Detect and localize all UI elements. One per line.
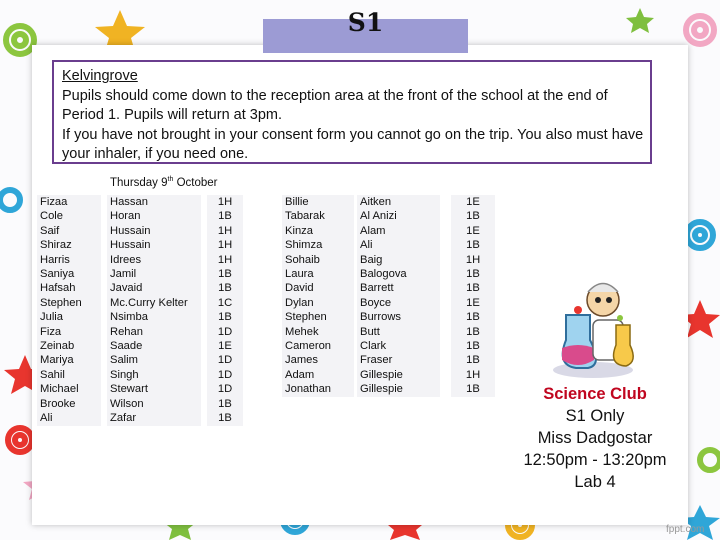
table-row: [37, 411, 243, 425]
first-name-cell: Michael: [37, 382, 101, 396]
surname-cell: Clark: [357, 339, 440, 353]
first-name-cell: Adam: [282, 368, 354, 382]
form-class-cell: 1B: [451, 382, 495, 396]
table-row: [37, 267, 243, 281]
surname-cell: Nsimba: [107, 310, 201, 324]
notice-line-2: If you have not brought in your consent form you cannot go on the trip. You also must have your inhaler, if you need one.: [62, 126, 644, 162]
table-row: [282, 325, 495, 339]
table-row: [37, 397, 243, 411]
cell-gap: [440, 267, 451, 281]
first-name-cell: David: [282, 281, 354, 295]
science-club-info: [505, 383, 685, 493]
first-name-cell: Harris: [37, 253, 101, 267]
surname-cell: Al Anizi: [357, 209, 440, 223]
watermark: fppt.com: [666, 524, 705, 535]
form-class-cell: 1H: [207, 253, 243, 267]
first-name-cell: Fiza: [37, 325, 101, 339]
club-audience: S1 Only: [565, 407, 625, 425]
table-row: [282, 238, 495, 252]
surname-cell: Gillespie: [357, 382, 440, 396]
first-name-cell: Kinza: [282, 224, 354, 238]
cell-gap: [440, 296, 451, 310]
form-class-cell: 1E: [451, 296, 495, 310]
form-class-cell: 1B: [207, 209, 243, 223]
first-name-cell: Stephen: [37, 296, 101, 310]
table-row: [282, 224, 495, 238]
table-row: [282, 281, 495, 295]
cell-gap: [440, 195, 451, 209]
science-club-logo: [548, 270, 638, 380]
cell-gap: [440, 339, 451, 353]
first-name-cell: Fizaa: [37, 195, 101, 209]
table-row: [282, 195, 495, 209]
surname-cell: Jamil: [107, 267, 201, 281]
first-name-cell: Stephen: [282, 310, 354, 324]
surname-cell: Ali: [357, 238, 440, 252]
cell-gap: [440, 310, 451, 324]
form-class-cell: 1B: [451, 310, 495, 324]
table-row: [282, 353, 495, 367]
first-name-cell: Dylan: [282, 296, 354, 310]
table-row: [37, 296, 243, 310]
date-suffix: th: [167, 176, 174, 183]
cell-gap: [440, 325, 451, 339]
first-name-cell: Brooke: [37, 397, 101, 411]
table-row: [37, 353, 243, 367]
first-name-cell: Jonathan: [282, 382, 354, 396]
surname-cell: Gillespie: [357, 368, 440, 382]
trip-notice: [52, 60, 652, 164]
surname-cell: Rehan: [107, 325, 201, 339]
form-class-cell: 1B: [207, 281, 243, 295]
form-class-cell: 1H: [451, 368, 495, 382]
surname-cell: Hassan: [107, 195, 201, 209]
page-title: S1: [347, 8, 384, 37]
notice-line-1: Pupils should come down to the reception area at the front of the school at the end of Period 1. Pupils will return at 3pm.: [62, 87, 608, 123]
form-class-cell: 1B: [451, 339, 495, 353]
form-class-cell: 1B: [207, 310, 243, 324]
surname-cell: Idrees: [107, 253, 201, 267]
form-class-cell: 1D: [207, 368, 243, 382]
cell-gap: [440, 281, 451, 295]
table-row: [37, 209, 243, 223]
table-row: [282, 267, 495, 281]
first-name-cell: Sahil: [37, 368, 101, 382]
surname-cell: Hussain: [107, 224, 201, 238]
first-name-cell: Mariya: [37, 353, 101, 367]
form-class-cell: 1H: [207, 224, 243, 238]
table-row: [37, 224, 243, 238]
form-class-cell: 1E: [451, 224, 495, 238]
table-date: [110, 176, 217, 189]
surname-cell: Boyce: [357, 296, 440, 310]
table-row: [37, 382, 243, 396]
group-2-table: [282, 195, 495, 397]
table-row: [37, 325, 243, 339]
surname-cell: Salim: [107, 353, 201, 367]
first-name-cell: Cole: [37, 209, 101, 223]
surname-cell: Fraser: [357, 353, 440, 367]
first-name-cell: Ali: [37, 411, 101, 425]
surname-cell: Balogova: [357, 267, 440, 281]
surname-cell: Zafar: [107, 411, 201, 425]
surname-cell: Burrows: [357, 310, 440, 324]
form-class-cell: 1D: [207, 382, 243, 396]
club-teacher: Miss Dadgostar: [537, 429, 653, 447]
surname-cell: Hussain: [107, 238, 201, 252]
form-class-cell: 1B: [451, 238, 495, 252]
first-name-cell: Mehek: [282, 325, 354, 339]
table-row: [37, 195, 243, 209]
surname-cell: Stewart: [107, 382, 201, 396]
first-name-cell: Zeinab: [37, 339, 101, 353]
table-row: [37, 339, 243, 353]
first-name-cell: Julia: [37, 310, 101, 324]
first-name-cell: Saif: [37, 224, 101, 238]
first-name-cell: Billie: [282, 195, 354, 209]
cell-gap: [440, 382, 451, 396]
form-class-cell: 1B: [451, 325, 495, 339]
first-name-cell: Sohaib: [282, 253, 354, 267]
form-class-cell: 1H: [451, 253, 495, 267]
form-class-cell: 1D: [207, 325, 243, 339]
cell-gap: [440, 368, 451, 382]
club-room: Lab 4: [574, 473, 616, 491]
surname-cell: Singh: [107, 368, 201, 382]
first-name-cell: Shimza: [282, 238, 354, 252]
first-name-cell: Tabarak: [282, 209, 354, 223]
date-prefix: Thursday 9: [110, 176, 168, 189]
form-class-cell: 1E: [451, 195, 495, 209]
first-name-cell: Laura: [282, 267, 354, 281]
form-class-cell: 1B: [451, 353, 495, 367]
surname-cell: Wilson: [107, 397, 201, 411]
form-class-cell: 1B: [451, 281, 495, 295]
first-name-cell: James: [282, 353, 354, 367]
cell-gap: [440, 238, 451, 252]
table-row: [282, 339, 495, 353]
notice-heading: Kelvingrove: [62, 68, 138, 84]
table-row: [282, 209, 495, 223]
group-1-table: [37, 195, 243, 426]
first-name-cell: Saniya: [37, 267, 101, 281]
table-row: [282, 253, 495, 267]
surname-cell: Javaid: [107, 281, 201, 295]
surname-cell: Butt: [357, 325, 440, 339]
cell-gap: [440, 353, 451, 367]
form-class-cell: 1B: [451, 209, 495, 223]
form-class-cell: 1D: [207, 353, 243, 367]
table-row: [37, 368, 243, 382]
table-row: [282, 368, 495, 382]
form-class-cell: 1B: [451, 267, 495, 281]
cell-gap: [440, 253, 451, 267]
cell-gap: [440, 224, 451, 238]
surname-cell: Aitken: [357, 195, 440, 209]
first-name-cell: Cameron: [282, 339, 354, 353]
table-row: [37, 238, 243, 252]
form-class-cell: 1B: [207, 411, 243, 425]
surname-cell: Horan: [107, 209, 201, 223]
table-row: [37, 281, 243, 295]
table-row: [37, 253, 243, 267]
table-row: [282, 296, 495, 310]
date-month: October: [173, 176, 218, 189]
cell-gap: [440, 209, 451, 223]
club-time: 12:50pm - 13:20pm: [523, 451, 667, 469]
surname-cell: Barrett: [357, 281, 440, 295]
form-class-cell: 1H: [207, 238, 243, 252]
table-row: [37, 310, 243, 324]
club-title: Science Club: [543, 385, 647, 403]
form-class-cell: 1B: [207, 397, 243, 411]
table-row: [282, 310, 495, 324]
form-class-cell: 1H: [207, 195, 243, 209]
surname-cell: Saade: [107, 339, 201, 353]
form-class-cell: 1B: [207, 267, 243, 281]
form-class-cell: 1E: [207, 339, 243, 353]
surname-cell: Mc.Curry Kelter: [107, 296, 201, 310]
surname-cell: Baig: [357, 253, 440, 267]
form-class-cell: 1C: [207, 296, 243, 310]
surname-cell: Alam: [357, 224, 440, 238]
table-row: [282, 382, 495, 396]
first-name-cell: Shiraz: [37, 238, 101, 252]
first-name-cell: Hafsah: [37, 281, 101, 295]
